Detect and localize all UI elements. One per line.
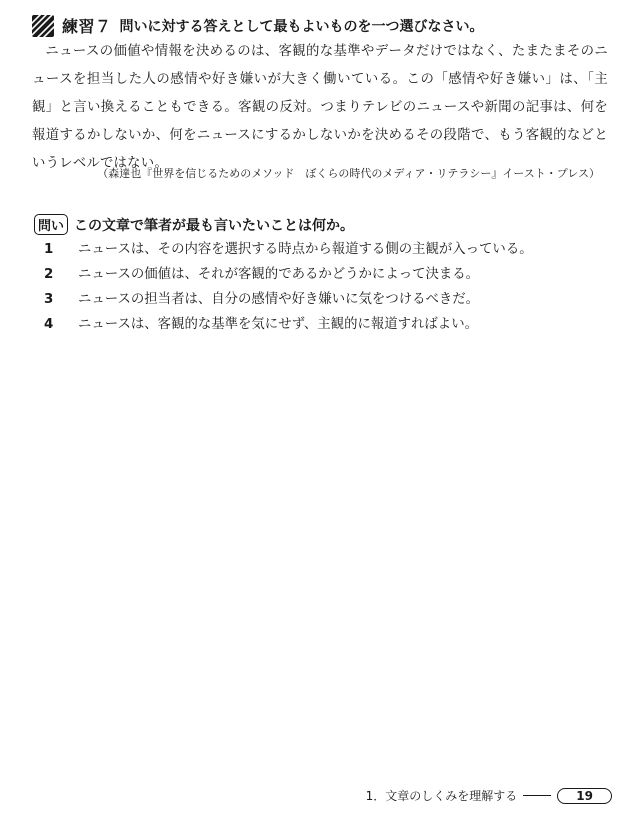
choice-number: 4 — [44, 317, 54, 332]
choice-number: 2 — [44, 267, 54, 282]
exercise-instruction: 問いに対する答えとして最もよいものを一つ選びなさい。 — [119, 18, 484, 35]
diagonal-stripes-icon — [32, 15, 54, 37]
passage-citation: （森達也『世界を信じるためのメソッド ぼくらの時代のメディア・リテラシー』イースト・プレス） — [97, 167, 600, 180]
answer-choices — [44, 238, 604, 338]
choice-4[interactable] — [44, 313, 604, 338]
choice-3[interactable] — [44, 288, 604, 313]
choice-text: ニュースは、客観的な基準を気にせず、主観的に報道すればよい。 — [78, 317, 478, 332]
footer-divider — [523, 795, 551, 796]
exercise-header — [32, 14, 612, 37]
choice-number: 3 — [44, 292, 54, 307]
choice-text: ニュースの担当者は、自分の感情や好き嫌いに気をつけるべきだ。 — [78, 292, 480, 307]
exercise-label: 練習７ — [62, 17, 112, 36]
question-header — [34, 214, 354, 235]
page-footer — [366, 787, 612, 804]
reading-passage — [32, 38, 608, 178]
choice-1[interactable] — [44, 238, 604, 263]
choice-2[interactable] — [44, 263, 604, 288]
choice-number: 1 — [44, 242, 54, 257]
choice-text: ニュースの価値は、それが客観的であるかどうかによって決まる。 — [78, 267, 480, 282]
passage-text: ニュースの価値や情報を決めるのは、客観的な基準やデータだけではなく、たまたまそのニュースを担当した人の感情や好き嫌いが大きく働いている。この「感情や好き嫌い」は、「主観」と言い換えることもできる。客観の反対。つまりテレビのニュースや新聞の記事は、何を報道するかしないか、何をニュースにするかしないかを決めるその段階で、もう客観的などというレベルではない。 — [32, 44, 608, 171]
choice-text: ニュースは、その内容を選択する時点から報道する側の主観が入っている。 — [78, 242, 533, 257]
page-number: 19 — [557, 788, 612, 804]
question-text: この文章で筆者が最も言いたいことは何か。 — [74, 217, 355, 234]
chapter-title: 1．文章のしくみを理解する — [365, 789, 518, 803]
question-badge: 問い — [34, 214, 68, 235]
